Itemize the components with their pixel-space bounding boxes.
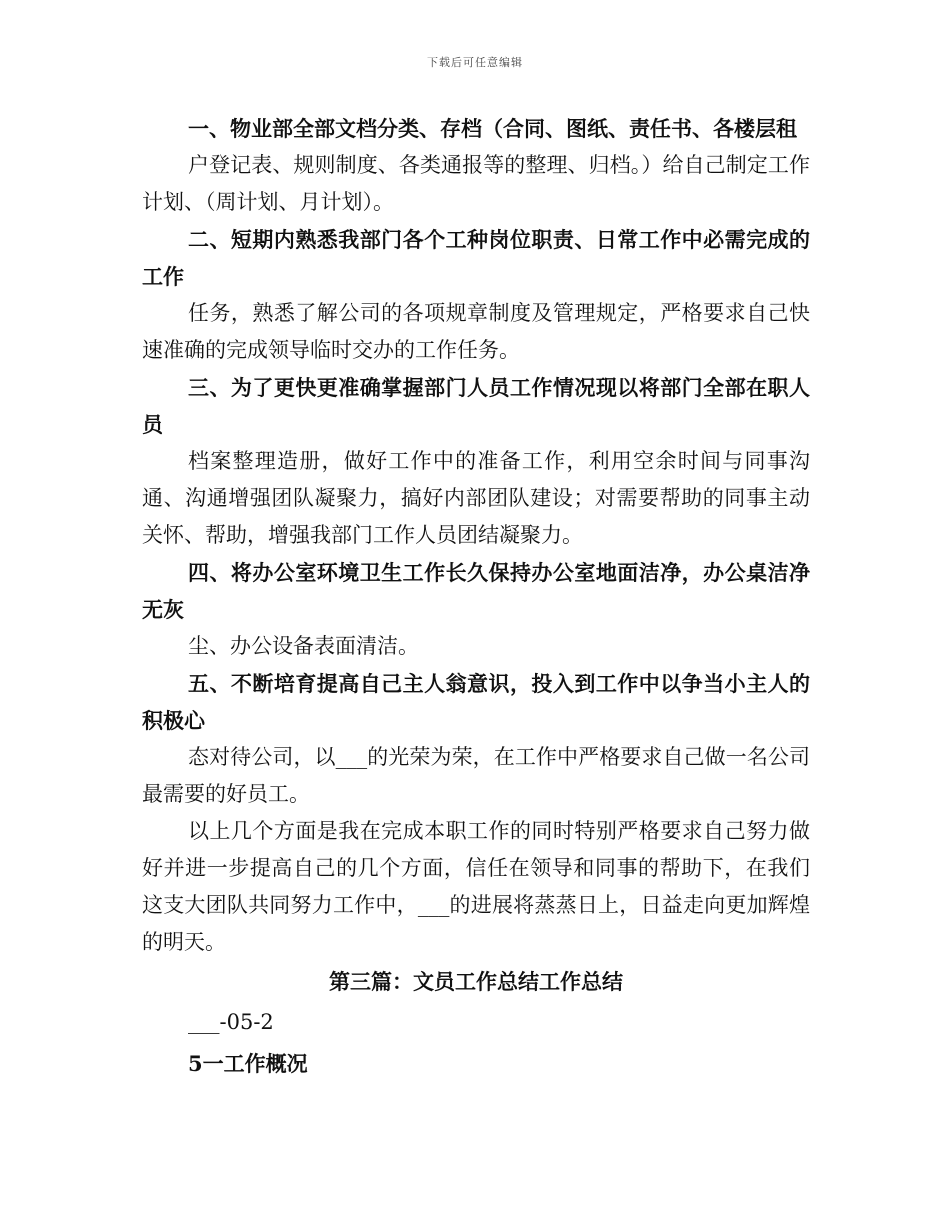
- paragraph: 态对待公司，以___的光荣为荣，在工作中严格要求自己做一名公司最需要的好员工。: [142, 745, 810, 806]
- date-line: ___-05-2: [188, 1010, 274, 1034]
- paragraph: 二、短期内熟悉我部门各个工种岗位职责、日常工作中必需完成的工作: [142, 227, 810, 289]
- paragraph: 户登记表、规则制度、各类通报等的整理、归档。）给自己制定工作计划、（周计划、月计划）。: [142, 153, 810, 214]
- page-header: 下载后可任意编辑: [427, 56, 523, 69]
- section-title: 第三篇：文员工作总结工作总结: [329, 969, 623, 994]
- document-body: [142, 110, 810, 1082]
- paragraph: 四、将办公室环境卫生工作长久保持办公室地面洁净，办公桌洁净无灰: [142, 560, 810, 622]
- paragraph: 任务，熟悉了解公司的各项规章制度及管理规定，严格要求自己快速准确的完成领导临时交办的工作任务。: [142, 301, 810, 362]
- paragraph: 五、不断培育提高自己主人翁意识，投入到工作中以争当小主人的积极心: [142, 671, 810, 733]
- subheading: 5一工作概况: [188, 1051, 308, 1076]
- paragraph: 三、为了更快更准确掌握部门人员工作情况现以将部门全部在职人员: [142, 375, 810, 437]
- paragraph: 一、物业部全部文档分类、存档（合同、图纸、责任书、各楼层租: [188, 116, 797, 141]
- paragraph: 尘、办公设备表面清洁。: [188, 634, 419, 658]
- paragraph: 以上几个方面是我在完成本职工作的同时特别严格要求自己努力做好并进一步提高自己的几个方面，信任在领导和同事的帮助下，在我们这支大团队共同努力工作中，___的进展将蒸蒸日上，日益走向更加辉煌的明天。: [142, 819, 810, 954]
- paragraph: 档案整理造册，做好工作中的准备工作，利用空余时间与同事沟通、沟通增强团队凝聚力，搞好内部团队建设；对需要帮助的同事主动关怀、帮助，增强我部门工作人员团结凝聚力。: [142, 449, 810, 547]
